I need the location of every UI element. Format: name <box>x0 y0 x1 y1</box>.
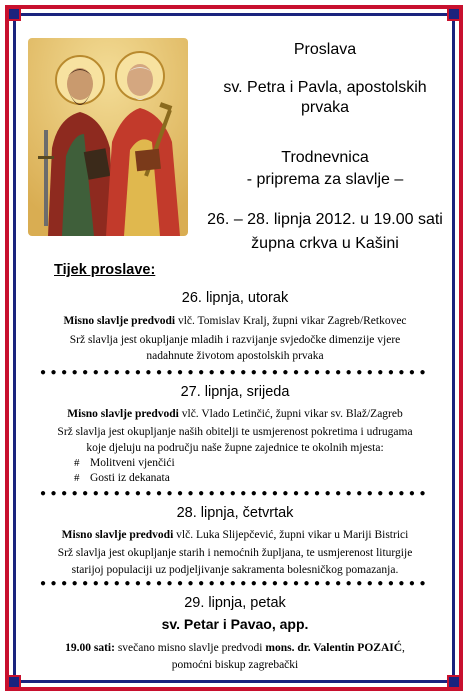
saints-peter-paul-icon <box>28 38 188 236</box>
separator: ●●●●●●●●●●●●●●●●●●●●●●●●●●●●●●●●●●●●● <box>40 488 430 499</box>
day-leader <box>20 313 450 329</box>
title-line-2: sv. Petra i Pavla, apostolskih <box>223 79 427 96</box>
celebration-text-end: , <box>402 642 405 654</box>
title-line-3: prvaka <box>300 99 350 116</box>
program-heading: Tijek proslave: <box>54 262 156 278</box>
day-title: 27. lipnja, srijeda <box>180 384 290 400</box>
day-text: Srž slavlja jest okupljanje naših obitelji te usmjerenost pokretima i udrugama <box>57 426 413 438</box>
leader-name: vlč. Luka Slijepčević, župni vikar u Mariji Bistrici <box>173 529 409 541</box>
leader-label: Misno slavlje predvodi <box>61 529 174 541</box>
day-leader <box>20 527 450 543</box>
list-item <box>74 457 175 469</box>
celebrant-name: mons. dr. Valentin POZAIĆ <box>265 642 403 654</box>
event-dates: 26. – 28. lipnja 2012. u 19.00 sati <box>207 211 443 228</box>
celebration-text: svečano misno slavlje predvodi <box>114 642 266 654</box>
leader-label: Misno slavlje predvodi <box>63 315 176 327</box>
leader-name: vlč. Tomislav Kralj, župni vikar Zagreb/Retkovec <box>175 315 407 327</box>
corner-ornament <box>7 7 21 21</box>
separator: ●●●●●●●●●●●●●●●●●●●●●●●●●●●●●●●●●●●●● <box>40 578 430 589</box>
subtitle-line-2: - priprema za slavlje – <box>246 171 404 188</box>
celebration-time: 19.00 sati: <box>65 642 115 654</box>
celebrant-title: pomoćni biskup zagrebački <box>171 659 299 671</box>
day-text: Srž slavlja jest okupljanje starih i nemoćnih župljana, te usmjerenost liturgije <box>57 547 413 559</box>
corner-ornament <box>7 675 21 689</box>
day-text: nadahnute životom apostolskih prvaka <box>146 350 324 362</box>
list-item-label: Molitveni vjenčići <box>90 457 175 469</box>
day-text: starijoj populaciji uz podjeljivanje sakramenta bolesničkog pomazanja. <box>71 564 399 576</box>
corner-ornament <box>447 7 461 21</box>
day-title: 26. lipnja, utorak <box>181 290 289 306</box>
leader-name: vlč. Vlado Letinčić, župni vikar sv. Blaž/Zagreb <box>178 408 403 420</box>
hash-bullet-icon: # <box>74 457 80 469</box>
day-leader <box>20 406 450 422</box>
event-place: župna crkva u Kašini <box>251 235 399 252</box>
list-item <box>74 472 170 484</box>
separator: ●●●●●●●●●●●●●●●●●●●●●●●●●●●●●●●●●●●●● <box>40 367 430 378</box>
day-text: koje djeluju na području naše župne zajednice te okolnih mjesta: <box>86 442 384 454</box>
leader-label: Misno slavlje predvodi <box>67 408 179 420</box>
day-title: 28. lipnja, četvrtak <box>176 505 294 521</box>
feast-name: sv. Petar i Pavao, app. <box>161 616 309 632</box>
hash-bullet-icon: # <box>74 472 80 484</box>
title-line-1: Proslava <box>293 41 357 58</box>
day-text: Srž slavlja jest okupljanje mladih i razvijanje svjedočke dimenzije vjere <box>69 334 401 346</box>
corner-ornament <box>447 675 461 689</box>
list-item-label: Gosti iz dekanata <box>90 472 170 484</box>
celebration-info <box>20 640 450 656</box>
subtitle-line-1: Trodnevnica <box>281 149 369 166</box>
day-title: 29. lipnja, petak <box>184 595 286 611</box>
